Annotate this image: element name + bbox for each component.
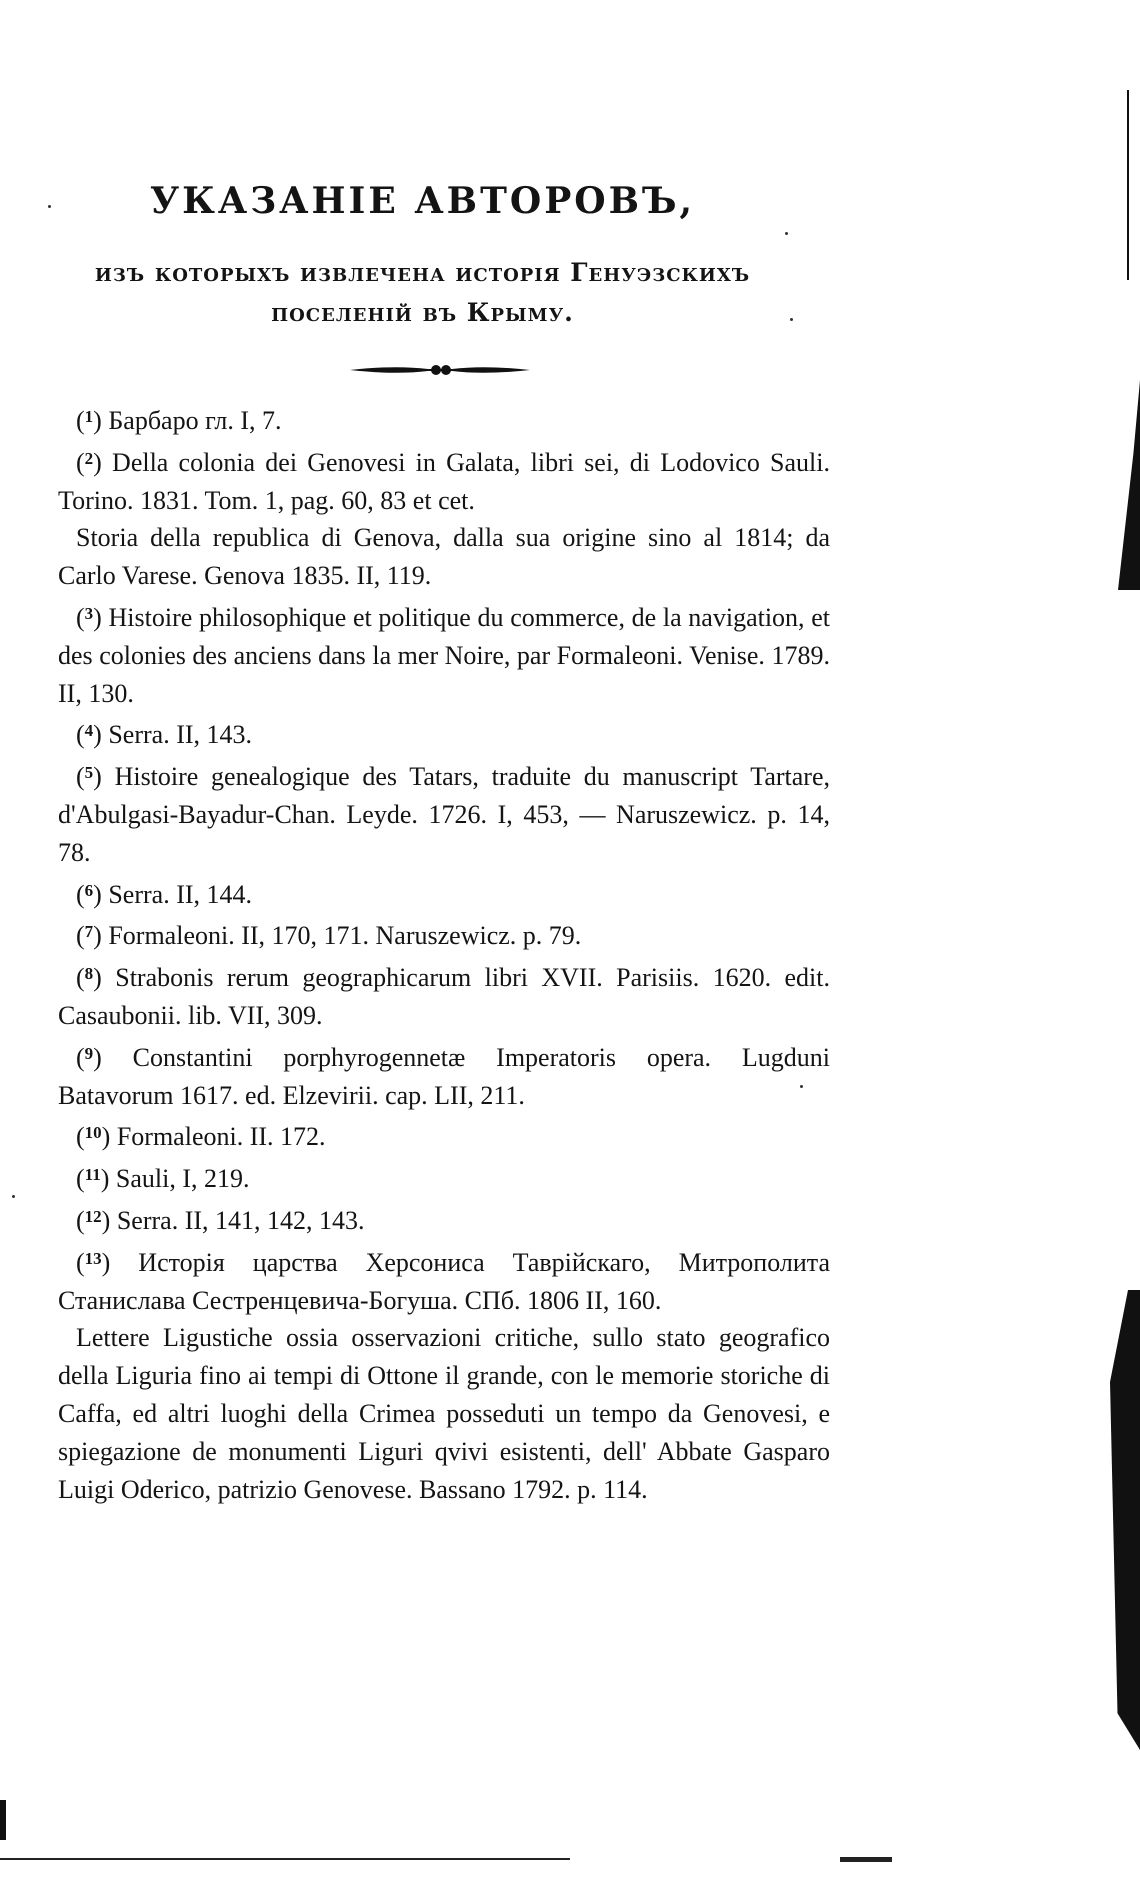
reference-item: ($^3$) Histoire philosophique et politique du commerce, de la navigation, et des colonies des anciens dans la mer Noire, par Formaleoni. Venise. 1789. II, 130. — [58, 602, 830, 708]
bottom-rule-left — [0, 1858, 570, 1860]
reference-item: ($^{10}$) Formaleoni. II. 172. — [76, 1122, 326, 1152]
reference-item: ($^8$) Strabonis rerum geographicarum libri XVII. Parisiis. 1620. edit. Casaubonii. lib. VII, 309. — [58, 963, 830, 1030]
page-subtitle-line2: поселеній въ Крыму. — [271, 298, 574, 327]
reference-item: ($^{11}$) Sauli, I, 219. — [76, 1164, 250, 1194]
page-subtitle-line1: изъ которыхъ извлечена исторія Генуэзскихъ — [94, 258, 751, 287]
speck — [12, 1195, 15, 1198]
reference-item: Lettere Ligustiche ossia osservazioni critiche, sullo stato geografico della Liguria fino ai tempi di Ottone il grande, con le memorie storiche di Caffa, ed altri luoghi della Crimea posseduti un tempo da Genovesi, e spiegazione de monumenti Liguri qvivi esistenti, dell' Abbate Gasparo Luigi Oderico, patrizio Genovese. Bassano 1792. p. 114. — [58, 1323, 830, 1504]
scan-edge-line — [1127, 90, 1129, 280]
reference-item: ($^5$) Histoire genealogique des Tatars, traduite du manuscript Tartare, d'Abulgasi-Bayadur-Chan. Leyde. 1726. I, 453, — Naruszewicz. p. 14, 78. — [58, 762, 830, 867]
scan-edge-shadow-bottom — [1110, 1290, 1140, 1750]
reference-item: ($^6$) Serra. II, 144. — [76, 879, 253, 909]
ornament-divider — [350, 362, 530, 378]
scan-edge-left-mark — [0, 1800, 6, 1840]
bottom-rule-right — [840, 1857, 892, 1862]
reference-item: ($^7$) Formaleoni. II, 170, 171. Naruszewicz. p. 79. — [76, 921, 582, 951]
reference-item: ($^2$) Della colonia dei Genovesi in Galata, libri sei, di Lodovico Sauli. Torino. 1831. Tom. 1, pag. 60, 83 et cet. — [58, 447, 830, 515]
reference-item: ($^9$) Constantini porphyrogennetæ Imperatoris opera. Lugduni Batavorum 1617. ed. Elzevirii. cap. LII, 211. — [58, 1042, 830, 1110]
reference-item: ($^4$) Serra. II, 143. — [76, 720, 253, 750]
reference-item: ($^{12}$) Serra. II, 141, 142, 143. — [76, 1205, 365, 1235]
scan-edge-shadow-top — [1118, 380, 1140, 590]
page-title: УКАЗАНІЕ АВТОРОВЪ, — [149, 180, 696, 222]
reference-list — [58, 398, 830, 1508]
speck — [785, 232, 788, 235]
reference-item: ($^1$) Барбаро гл. I, 7. — [76, 406, 282, 435]
reference-item: ($^{13}$) Исторія царства Херсониса Таврійскаго, Митрополита Станислава Сестренцевича-Богуша. СПб. 1806 II, 160. — [58, 1247, 830, 1315]
reference-item: Storia della republica di Genova, dalla sua origine sino al 1814; da Carlo Varese. Genova 1835. II, 119. — [58, 523, 830, 591]
